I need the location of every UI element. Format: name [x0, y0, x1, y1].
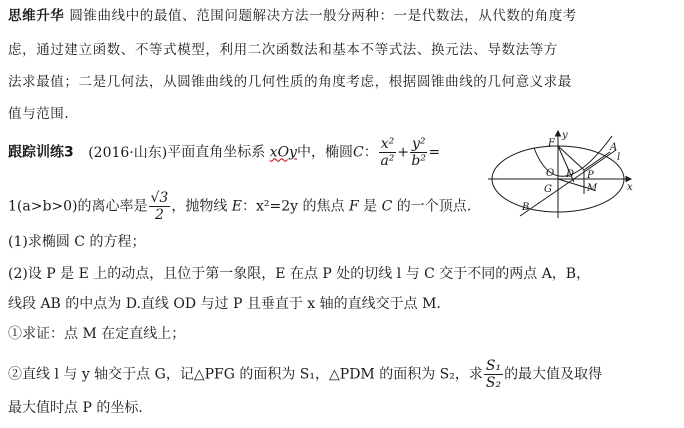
- problem-text-1b: 中，椭圆: [296, 144, 353, 161]
- label-m: M: [587, 183, 598, 194]
- label-o: O: [546, 168, 555, 179]
- label-f: F: [548, 138, 555, 149]
- coordinate-system: xOy: [269, 144, 297, 161]
- problem-text-2a: 1(a>b>0)的离心率是: [8, 198, 148, 215]
- y-axis-arrow: [556, 131, 561, 136]
- label-b: B: [522, 202, 530, 213]
- fraction-s1-s2: $\frac{\text{S₁}}{\text{S₂}}$: [485, 358, 502, 391]
- exercise-label: 跟踪训练3: [8, 144, 74, 161]
- label-y: y: [562, 130, 568, 141]
- question-2-part-2-end: 最大值时点 P 的坐标.: [8, 400, 143, 416]
- label-g: G: [544, 184, 552, 195]
- method-line-3: 法求最值；二是几何法，从圆锥曲线的几何性质的角度考虑，根据圆锥曲线的几何意义求最: [8, 74, 572, 90]
- problem-line-2: 1(a>b>0)的离心率是 $\frac{√3}{2}$ ，抛物线 E：x²=2y 的焦点 F 是 C 的一个顶点.: [8, 190, 472, 223]
- method-line-4: 值与范围.: [8, 106, 70, 122]
- segment-fp: [558, 146, 584, 170]
- question-2-part-2: ②直线 l 与 y 轴交于点 G，记△PFG 的面积为 S₁，△PDM 的面积为 S₂，求 $\frac{\text{S₁}}{\text{S₂}}$ 的最大值及取得: [8, 358, 603, 391]
- problem-line-1: 跟踪训练3 (2016·山东)平面直角坐标系 xOy中，椭圆C： $\frac{\text{x²}}{\text{a²}}$ + $\frac{\text{y²}}{\text{b²}}$ =: [8, 136, 441, 169]
- question-2-part-1: ①求证：点 M 在定直线上；: [8, 326, 186, 342]
- label-a: A: [610, 142, 618, 153]
- ellipse-parabola-figure: [484, 128, 634, 220]
- x-axis-arrow: [626, 177, 631, 182]
- label-d: D: [566, 169, 575, 180]
- method-line-1: [8, 6, 577, 26]
- colon: ：: [363, 144, 378, 161]
- problem-text-1a: 平面直角坐标系: [167, 144, 266, 161]
- label-l: l: [617, 152, 621, 163]
- question-1: (1)求椭圆 C 的方程；: [8, 234, 146, 250]
- method-line-2: 虑，通过建立函数、不等式模型，利用二次函数法和基本不等式法、换元法、导数法等方: [8, 42, 558, 58]
- question-2-part-2-text: ②直线 l 与 y 轴交于点 G，记△PFG 的面积为 S₁，△PDM 的面积为 S₂，求: [8, 366, 483, 383]
- fraction-y2-b2: $\frac{\text{y²}}{\text{b²}}$: [411, 136, 426, 169]
- label-p: P: [587, 170, 594, 181]
- method-heading: 思维升华: [8, 8, 65, 24]
- exercise-source: (2016·山东): [88, 144, 168, 161]
- method-text-1: 圆锥曲线中的最值、范围问题解决方法一般分两种：一是代数法，从代数的角度考: [69, 8, 577, 24]
- fraction-sqrt3-2: $\frac{√3}{2}$: [150, 190, 169, 223]
- ellipse-c: C: [352, 144, 364, 161]
- tangent-line: [520, 150, 616, 216]
- question-2-line-1: (2)设 P 是 E 上的动点，且位于第一象限，E 在点 P 处的切线 l 与 C 交于不同的两点 A，B，: [8, 266, 591, 282]
- question-2-line-2: 线段 AB 的中点为 D.直线 OD 与过 P 且垂直于 x 轴的直线交于点 M.: [8, 296, 441, 312]
- label-x: x: [627, 182, 633, 193]
- fraction-x2-a2: $\frac{\text{x²}}{\text{a²}}$: [380, 136, 395, 169]
